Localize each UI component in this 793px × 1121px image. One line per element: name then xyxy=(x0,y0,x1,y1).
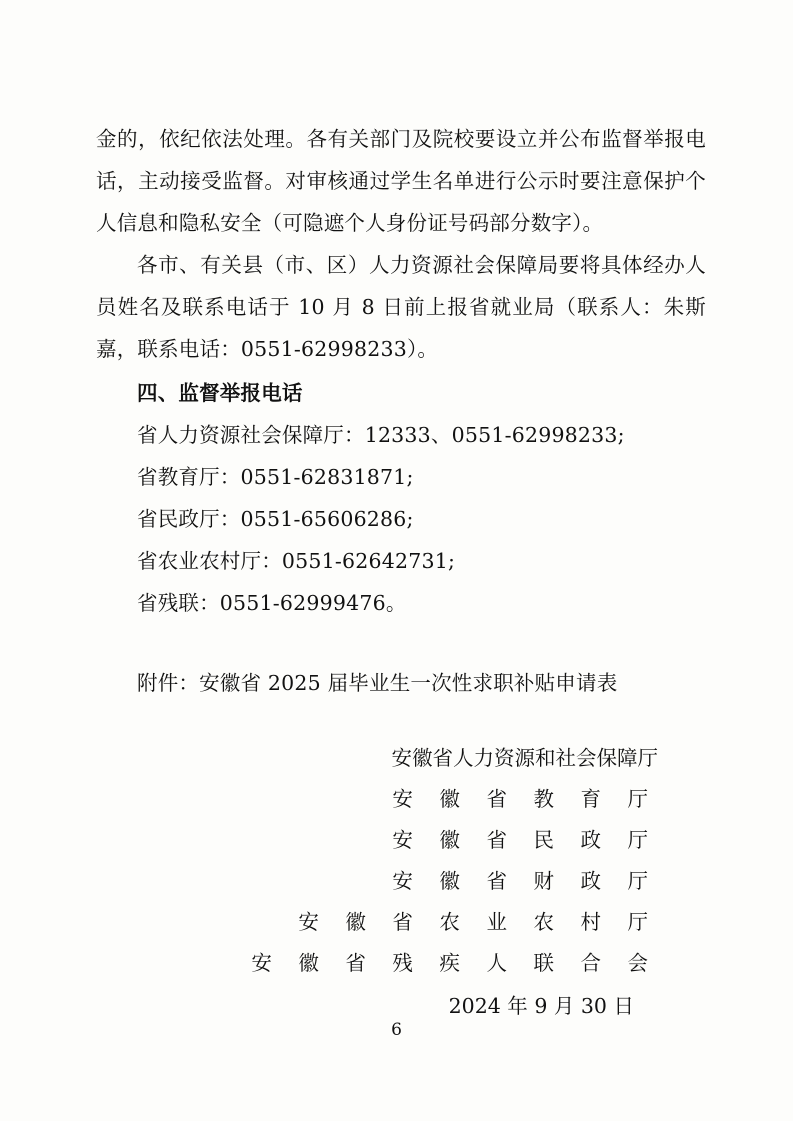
signature-line-4: 安 徽 省 财 政 厅 xyxy=(392,869,658,893)
paragraph-continuation: 金的，依纪依法处理。各有关部门及院校要设立并公布监督举报电话，主动接受监督。对审核通过学生名单进行公示时要注意保护个人信息和隐私安全（可隐遮个人身份证号码部分数字）。 xyxy=(96,127,706,235)
signature-line-3: 安 徽 省 民 政 厅 xyxy=(392,828,658,852)
signature-date: 2024 年 9 月 30 日 xyxy=(448,994,634,1018)
signature-block xyxy=(96,738,706,984)
hotline-agriculture: 省农业农村厅：0551-62642731; xyxy=(137,549,456,573)
section-heading-supervision: 四、监督举报电话 xyxy=(137,381,303,405)
signature-line-5: 安 徽 省 农 业 农 村 厅 xyxy=(298,910,658,934)
signature-line-2: 安 徽 省 教 育 厅 xyxy=(392,787,658,811)
hotline-human-resources: 省人力资源社会保障厅：12333、0551-62998233; xyxy=(137,423,625,447)
signature-line-1: 安徽省人力资源和社会保障厅 xyxy=(391,746,658,770)
hotline-civil-affairs: 省民政厅：0551-65606286; xyxy=(137,507,414,531)
attachment-line: 附件：安徽省 2025 届毕业生一次性求职补贴申请表 xyxy=(137,671,618,695)
paragraph-contact-reporting: 各市、有关县（市、区）人力资源社会保障局要将具体经办人员姓名及联系电话于 10 月 8 日前上报省就业局（联系人：朱斯嘉，联系电话：0551-62998233）。 xyxy=(96,253,706,361)
document-body xyxy=(96,118,706,1027)
hotline-disabled-federation: 省残联：0551-62999476。 xyxy=(137,591,407,615)
hotline-education: 省教育厅：0551-62831871; xyxy=(137,465,414,489)
signature-line-6: 安 徽 省 残 疾 人 联 合 会 xyxy=(251,951,658,975)
page-number: 6 xyxy=(391,1020,402,1040)
